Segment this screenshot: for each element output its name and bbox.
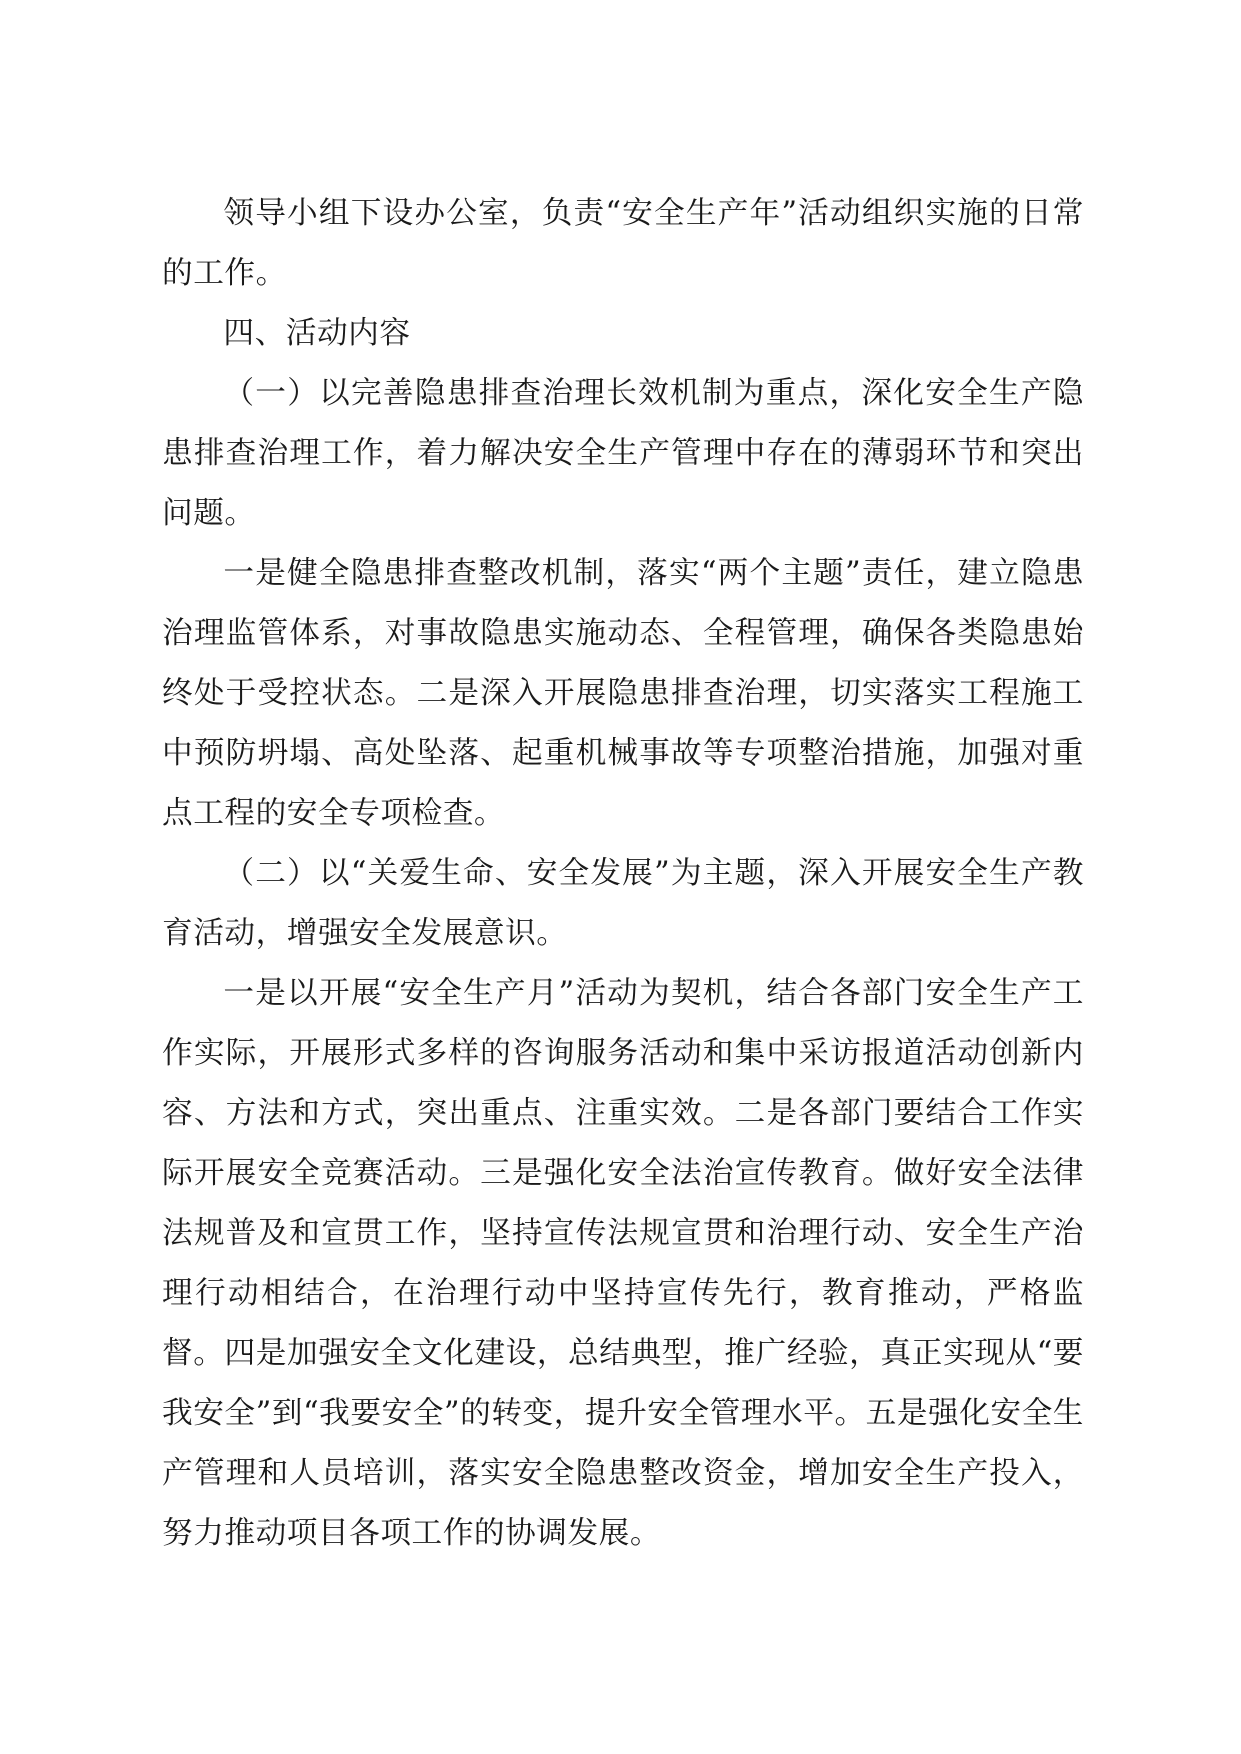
paragraph-office-setup: 领导小组下设办公室，负责“安全生产年”活动组织实施的日常的工作。 [162, 196, 1084, 291]
subsection-heading-1: （一）以完善隐患排查治理长效机制为重点，深化安全生产隐患排查治理工作，着力解决安全生产管理中存在的薄弱环节和突出问题。 [162, 376, 1084, 531]
paragraph-safety-education: 一是以开展“安全生产月”活动为契机，结合各部门安全生产工作实际，开展形式多样的咨询服务活动和集中采访报道活动创新内容、方法和方式，突出重点、注重实效。二是各部门要结合工作实际开展安全竞赛活动。三是强化安全法治宣传教育。做好安全法律法规普及和宣贯工作，坚持宣传法规宣贯和治理行动、安全生产治理行动相结合，在治理行动中坚持宣传先行，教育推动，严格监督。四是加强安全文化建设，总结典型，推广经验，真正实现从“要我安全”到“我要安全”的转变，提升安全管理水平。五是强化安全生产管理和人员培训，落实安全隐患整改资金，增加安全生产投入，努力推动项目各项工作的协调发展。 [162, 976, 1084, 1551]
section-heading-activity-content: 四、活动内容 [223, 316, 411, 351]
paragraph-hazard-mechanism: 一是健全隐患排查整改机制，落实“两个主题”责任，建立隐患治理监管体系，对事故隐患实施动态、全程管理，确保各类隐患始终处于受控状态。二是深入开展隐患排查治理，切实落实工程施工中预防坍塌、高处坠落、起重机械事故等专项整治措施，加强对重点工程的安全专项检查。 [162, 556, 1084, 831]
subsection-heading-2: （二）以“关爱生命、安全发展”为主题，深入开展安全生产教育活动，增强安全发展意识。 [162, 856, 1084, 951]
document-body [162, 184, 1084, 1564]
